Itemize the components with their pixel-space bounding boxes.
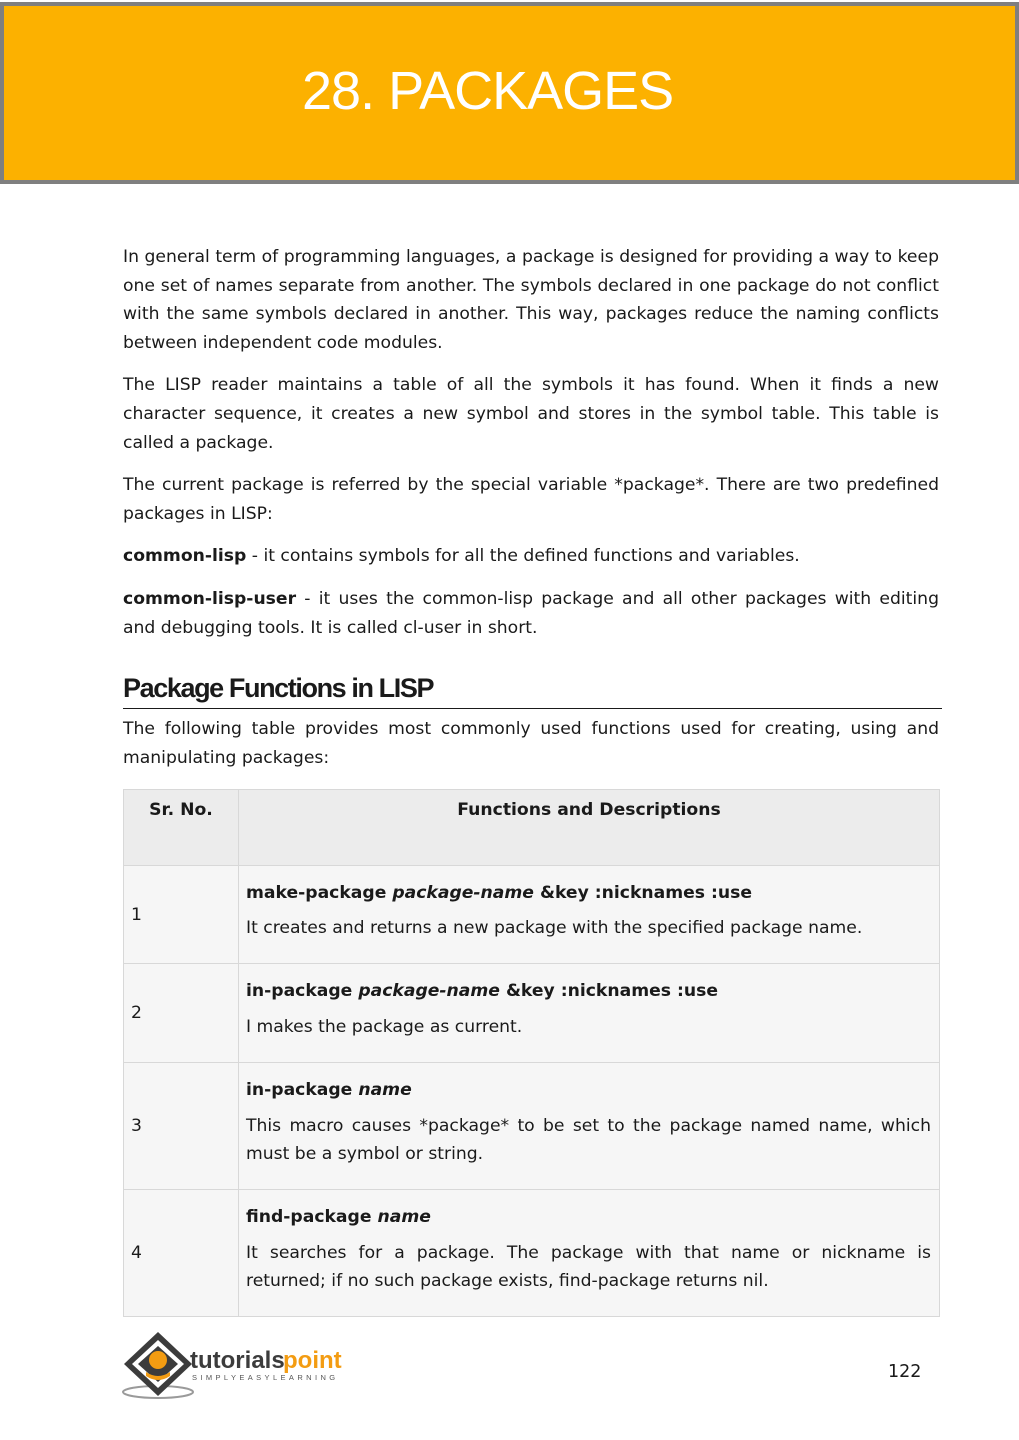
svg-text:SIMPLYEASYLEARNING: SIMPLYEASYLEARNING	[192, 1373, 339, 1382]
svg-text:tutorials: tutorials	[190, 1347, 285, 1374]
row-description-cell	[239, 866, 940, 964]
function-signature: find-package name	[246, 1206, 431, 1227]
definition-text: - it uses the common-lisp package and all other packages with editing and debugging tools. It is called cl-user in short.	[123, 588, 939, 638]
function-signature: make-package package-name &key :nicknames :use	[246, 882, 752, 903]
paragraph: In general term of programming languages, a package is designed for providing a way to keep one set of names separate from another. The symbols declared in one package do not conflict with the same symbols declared in another. This way, packages reduce the naming conflicts between independent code modules.	[123, 247, 939, 353]
functions-table	[123, 789, 940, 1317]
row-description-cell	[239, 1063, 940, 1190]
function-description: It creates and returns a new package with the specified package name.	[246, 918, 863, 939]
chapter-title: 28. PACKAGES	[302, 61, 674, 121]
table-row	[124, 964, 940, 1063]
function-description: This macro causes *package* to be set to the package named name, which must be a symbol or string.	[246, 1115, 931, 1165]
logo-icon	[120, 1328, 370, 1402]
definition-text: - it contains symbols for all the defined functions and variables.	[246, 546, 800, 567]
section-intro: The following table provides most commonly used functions used for creating, using and manipulating packages:	[123, 719, 939, 768]
section-heading: Package Functions in LISP	[123, 670, 942, 709]
function-signature: in-package name	[246, 1079, 412, 1100]
header-functions: Functions and Descriptions	[239, 790, 940, 866]
paragraph: The LISP reader maintains a table of all the symbols it has found. When it finds a new character sequence, it creates a new symbol and stores in the symbol table. This table is called a package.	[123, 375, 939, 453]
function-signature: in-package package-name &key :nicknames :use	[246, 981, 718, 1002]
chapter-banner	[0, 2, 1019, 184]
header-sr-no: Sr. No.	[124, 790, 239, 866]
term: common-lisp	[123, 546, 247, 567]
tutorialspoint-logo	[120, 1328, 370, 1402]
function-description: It searches for a package. The package with that name or nickname is returned; if no such package exists, find-package returns nil.	[246, 1242, 931, 1292]
page-content	[123, 243, 939, 1317]
page-number: 122	[888, 1362, 922, 1382]
definition-common-lisp-user	[123, 585, 939, 642]
row-number: 2	[124, 964, 239, 1063]
table-row	[124, 1063, 940, 1190]
row-description-cell	[239, 964, 940, 1063]
row-number: 1	[124, 866, 239, 964]
table-row	[124, 866, 940, 964]
table-header-row	[124, 790, 940, 866]
definition-common-lisp	[123, 542, 939, 571]
row-description-cell	[239, 1190, 940, 1317]
row-number: 4	[124, 1190, 239, 1317]
row-number: 3	[124, 1063, 239, 1190]
paragraph: The current package is referred by the special variable *package*. There are two predefined packages in LISP:	[123, 475, 939, 524]
term: common-lisp-user	[123, 588, 297, 609]
table-row	[124, 1190, 940, 1317]
function-description: I makes the package as current.	[246, 1016, 523, 1037]
svg-text:point: point	[283, 1347, 342, 1374]
